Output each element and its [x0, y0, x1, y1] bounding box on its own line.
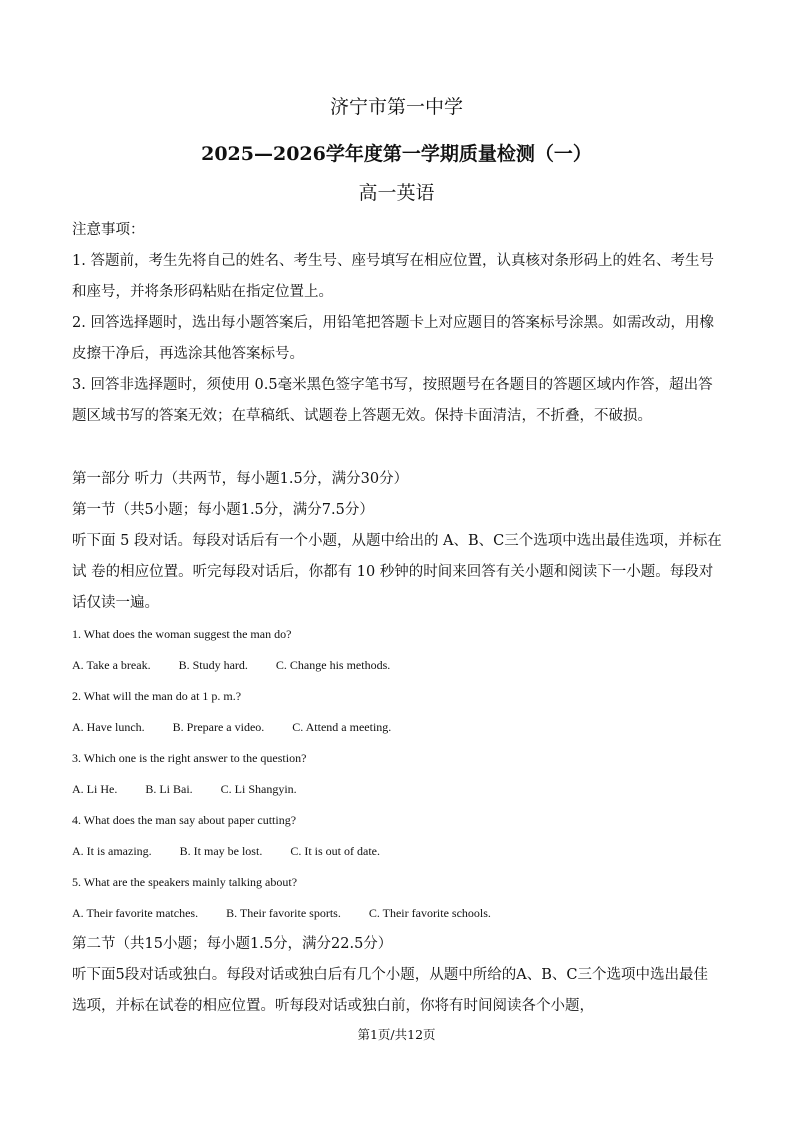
option-b: B. Prepare a video.	[172, 720, 265, 734]
option-a: A. Take a break.	[72, 658, 151, 672]
option-b: B. It may be lost.	[179, 844, 263, 858]
part1-listening	[72, 464, 722, 1022]
option-c: C. Attend a meeting.	[292, 720, 392, 734]
option-c: C. Their favorite schools.	[368, 906, 491, 920]
option-c: C. Li Shangyin.	[220, 782, 297, 796]
section2-heading: 第二节（共15小题；每小题1.5分，满分22.5分）	[72, 936, 393, 952]
subject-title: 高一英语	[358, 182, 435, 204]
question-2-options	[72, 712, 722, 743]
notice-item-3: 3. 回答非选择题时，须使用 0.5毫米黑色签字笔书写，按照题号在各题目的答题区域内作答，超出答题区域书写的答案无效；在草稿纸、试题卷上答题无效。保持卡面清洁，不折叠，不破损。	[72, 377, 713, 424]
notice-section	[72, 215, 722, 432]
option-b: B. Li Bai.	[145, 782, 193, 796]
option-a: A. It is amazing.	[72, 844, 152, 858]
question-4-options	[72, 836, 722, 867]
section2-instructions: 听下面5段对话或独白。每段对话或独白后有几个小题，从题中所给的A、B、C三个选项中选出最佳选项，并标在试卷的相应位置。听每段对话或独白前，你将有时间阅读各个小题，	[72, 967, 708, 1014]
option-a: A. Li He.	[72, 782, 118, 796]
notice-item-2: 2. 回答选择题时，选出每小题答案后，用铅笔把答题卡上对应题目的答案标号涂黑。如需改动，用橡皮擦干净后，再选涂其他答案标号。	[72, 315, 714, 362]
section1-heading: 第一节（共5小题；每小题1.5分，满分7.5分）	[72, 502, 374, 518]
section1-instructions: 听下面 5 段对话。每段对话后有一个小题，从题中给出的 A、B、C三个选项中选出最佳选项，并标在试 卷的相应位置。听完每段对话后，你都有 10 秒钟的时间来回答有关小题和阅读下一小题。每段对话仅读一遍。	[72, 533, 722, 611]
question-1-options	[72, 650, 722, 681]
question-3: 3. Which one is the right answer to the question?	[72, 751, 307, 765]
notice-item-1: 1. 答题前，考生先将自己的姓名、考生号、座号填写在相应位置，认真核对条形码上的姓名、考生号和座号，并将条形码粘贴在指定位置上。	[72, 253, 714, 300]
part1-heading: 第一部分 听力（共两节，每小题1.5分，满分30分）	[72, 471, 409, 487]
option-c: C. Change his methods.	[275, 658, 391, 672]
option-c: C. It is out of date.	[290, 844, 380, 858]
question-5-options	[72, 898, 722, 929]
option-a: A. Have lunch.	[72, 720, 145, 734]
question-4: 4. What does the man say about paper cutting?	[72, 813, 297, 827]
option-b: B. Study hard.	[178, 658, 248, 672]
page-number: 第1页/共12页	[357, 1027, 436, 1042]
question-1: 1. What does the woman suggest the man do?	[72, 627, 292, 641]
question-5: 5. What are the speakers mainly talking about?	[72, 875, 298, 889]
exam-title: 2025—2026学年度第一学期质量检测（一）	[201, 143, 592, 165]
question-2: 2. What will the man do at 1 p. m.?	[72, 689, 242, 703]
notice-title: 注意事项：	[72, 222, 145, 238]
question-3-options	[72, 774, 722, 805]
option-a: A. Their favorite matches.	[72, 906, 199, 920]
school-title: 济宁市第一中学	[329, 96, 463, 118]
option-b: B. Their favorite sports.	[226, 906, 341, 920]
